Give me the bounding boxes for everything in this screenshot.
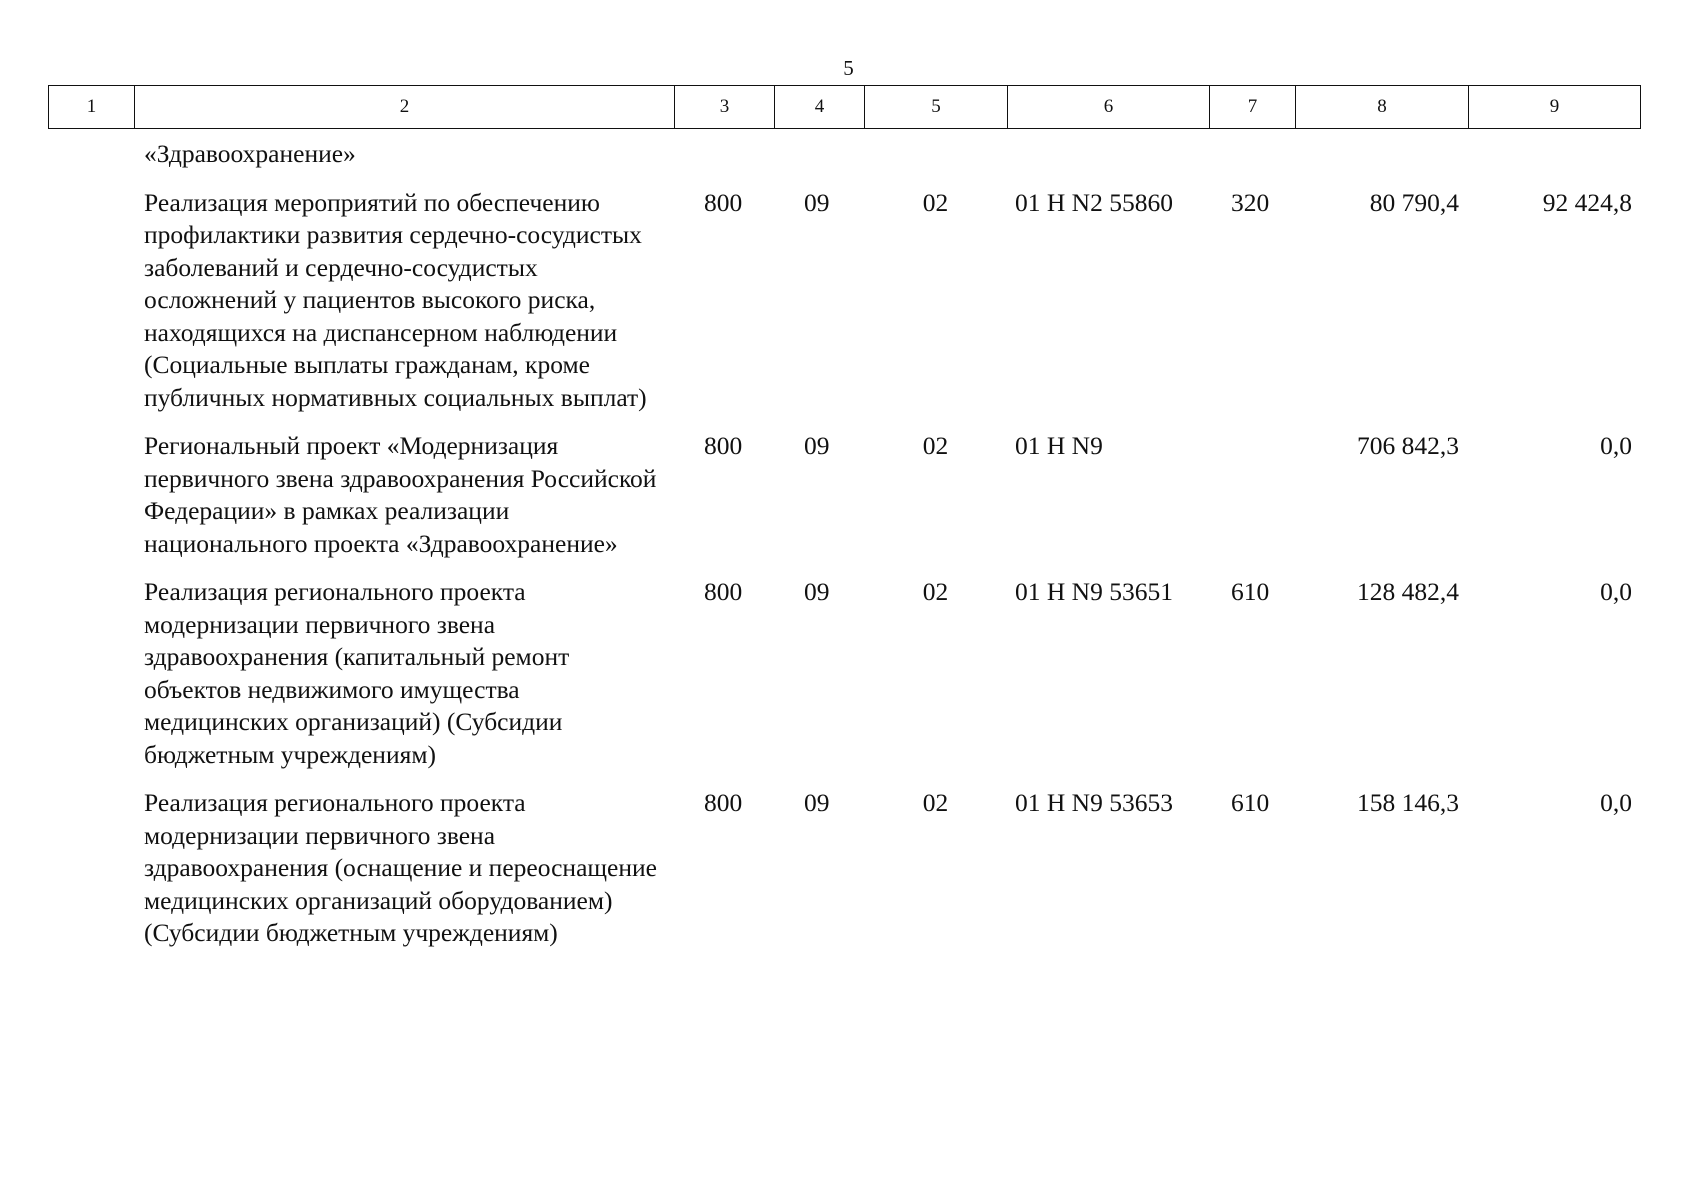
table-row [48, 130, 1640, 187]
row-code-5: 02 [922, 577, 949, 606]
header-cell-7: 7 [1210, 86, 1296, 129]
row-code-5: 02 [922, 431, 949, 460]
row-amount-9: 0,0 [1600, 577, 1632, 606]
row-code-3: 800 [704, 431, 743, 460]
row-code-4: 09 [804, 431, 830, 460]
header-row [49, 86, 1641, 129]
row-code-3: 800 [704, 187, 743, 217]
row-name: Региональный проект «Модернизация первичного звена здравоохранения Российской Федерации» в рамках реализации национального проекта «Здравоохранение» [144, 431, 657, 558]
row-code-7 [1209, 130, 1295, 187]
row-code-5: 02 [922, 788, 949, 817]
row-amount-8: 128 482,4 [1357, 577, 1459, 606]
row-amount-9: 0,0 [1600, 788, 1632, 817]
row-code-6: 01 Н N9 53653 [1015, 788, 1173, 817]
header-cell-8: 8 [1296, 86, 1469, 129]
row-amount-8: 706 842,3 [1357, 431, 1459, 460]
table-row [48, 430, 1640, 576]
row-code-4: 09 [804, 788, 830, 817]
row-code-7: 320 [1231, 187, 1270, 217]
row-amount-9 [1468, 130, 1640, 187]
row-code-5: 02 [922, 187, 949, 217]
row-amount-9: 0,0 [1600, 431, 1632, 460]
row-amount-8: 158 146,3 [1357, 788, 1459, 817]
row-name: Реализация регионального проекта модернизации первичного звена здравоохранения (капитальный ремонт объектов недвижимого имущества медицинских организаций) (Субсидии бюджетным учреждениям) [144, 577, 570, 769]
table-row [48, 576, 1640, 787]
header-cell-5: 5 [865, 86, 1008, 129]
page-number: 5 [843, 56, 854, 80]
row-code-7: 610 [1231, 577, 1270, 606]
row-code-3 [674, 130, 774, 187]
table-row [48, 787, 1640, 966]
row-code-5 [864, 130, 1007, 187]
row-amount-8 [1295, 130, 1468, 187]
header-cell-3: 3 [675, 86, 775, 129]
row-code-4: 09 [804, 187, 830, 217]
budget-table-body [48, 130, 1640, 966]
row-code-6: 01 Н N9 53651 [1015, 577, 1173, 606]
row-code-3: 800 [704, 788, 743, 817]
column-number-header [48, 85, 1641, 129]
header-cell-4: 4 [775, 86, 865, 129]
row-code-6: 01 Н N9 [1015, 431, 1103, 460]
row-code-7: 610 [1231, 788, 1270, 817]
row-code-6: 01 Н N2 55860 [1015, 187, 1173, 217]
row-code-3: 800 [704, 577, 743, 606]
row-code-7 [1209, 430, 1295, 576]
header-cell-1: 1 [49, 86, 135, 129]
row-name: Реализация регионального проекта модернизации первичного звена здравоохранения (оснащение и переоснащение медицинских организаций оборудованием) (Субсидии бюджетным учреждениям) [144, 788, 657, 947]
row-amount-9: 92 424,8 [1542, 187, 1632, 217]
header-cell-9: 9 [1469, 86, 1641, 129]
row-name: «Здравоохранение» [144, 139, 356, 168]
row-code-4: 09 [804, 577, 830, 606]
header-cell-2: 2 [135, 86, 675, 129]
row-name: Реализация мероприятий по обеспечению профилактики развития сердечно-сосудистых заболеваний и сердечно-сосудистых осложнений у пациентов высокого риска, находящихся на диспансерном наблюдении (Социальные выплаты гражданам, кроме публичных нормативных социальных выплат) [144, 187, 647, 412]
row-code-6 [1007, 130, 1209, 187]
row-code-4 [774, 130, 864, 187]
header-cell-6: 6 [1008, 86, 1210, 129]
table-row [48, 187, 1640, 431]
row-amount-8: 80 790,4 [1369, 187, 1459, 217]
